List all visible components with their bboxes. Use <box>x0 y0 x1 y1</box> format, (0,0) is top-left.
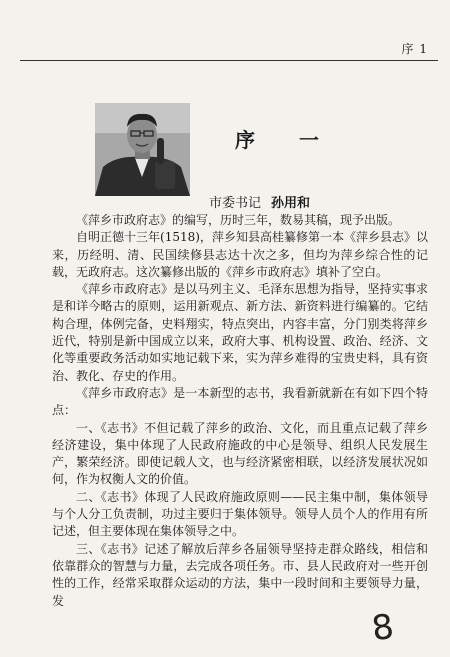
author-role: 市委书记 <box>209 196 262 211</box>
paragraph: 二、《志书》体现了人民政府施政原则——民主集中制，集体领导与个人分工负责制，功过主要归于集体领导。领导人员个人的作用有所记述，但主要体现在集体领导之中。 <box>52 489 428 539</box>
running-header: 序 1 <box>401 42 428 56</box>
paragraph: 《萍乡市政府志》是以马列主义、毛泽东思想为指导，坚持实事求是和详今略古的原则，运用新观点、新方法、新资料进行编纂的。它结构合理，体例完备，史料翔实，特点突出，内容丰富，分门别类将萍乡近代，特别是新中国成立以来，政府大事、机构设置、政治、经济、文化等重要政务活动如实地记载下来，实为萍乡难得的宝贵史料，具有资治、教化、存史的作用。 <box>52 282 428 383</box>
paragraph: 《萍乡市政府志》的编写，历时三年，数易其稿，现予出版。 <box>76 213 401 227</box>
paragraph: 三、《志书》记述了解放后萍乡各届领导坚持走群众路线，相信和依靠群众的智慧与力量，去完成各项任务。市、县人民政府对一些开创性的工作，经常采取群众运动的方法，集中一段时间和主要领导力量，发 <box>52 541 428 608</box>
preface-title: 序 一 <box>235 128 331 152</box>
handwritten-page-mark: 8 <box>369 606 397 650</box>
author-portrait <box>95 103 190 196</box>
author-portrait-photo <box>95 103 190 196</box>
author-line <box>209 192 310 211</box>
header-rule <box>20 60 438 61</box>
paragraph: 自明正德十三年(1518)，萍乡知县高桂纂修第一本《萍乡县志》以来，历经明、清、民国续修县志达十次之多，但均为萍乡综合性的记载，无政府志。这次纂修出版的《萍乡市政府志》填补了空白。 <box>52 230 428 279</box>
paragraph: 《萍乡市政府志》是一本新型的志书，我看新就新在有如下四个特点： <box>52 385 428 418</box>
preface-body <box>52 212 428 610</box>
paragraph: 一、《志书》不但记载了萍乡的政治、文化，而且重点记载了萍乡经济建设，集中体现了人民政府施政的中心是领导、组织人民发展生产，繁荣经济。即使记载人文，也与经济紧密相联，以经济发展状况如何，作为权衡人文的价值。 <box>52 420 428 487</box>
author-name: 孙用和 <box>271 196 311 211</box>
